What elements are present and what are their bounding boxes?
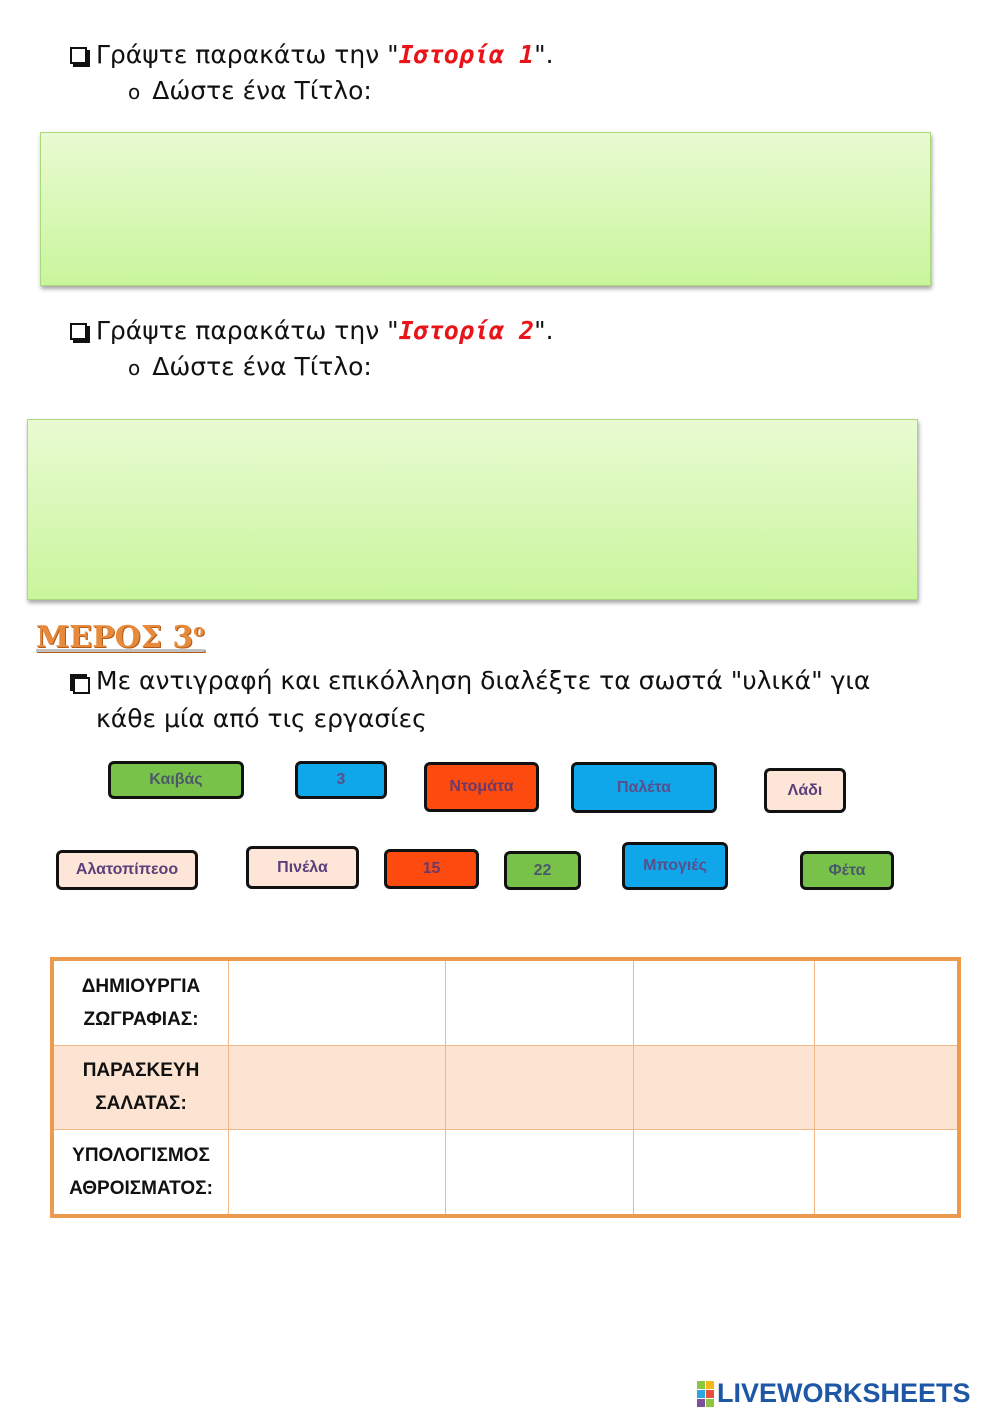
circle-bullet-icon: o xyxy=(128,80,141,104)
title-prompt-text: Δώστε ένα Τίτλο: xyxy=(152,76,372,105)
drop-cell[interactable] xyxy=(815,959,960,1045)
drop-cell[interactable] xyxy=(446,1045,634,1129)
checkbox-bullet-icon xyxy=(70,323,87,340)
row-label-line1: ΔΗΜΙΟΥΡΓΙΑ xyxy=(81,975,201,997)
story1-title-prompt xyxy=(128,76,372,107)
checkbox-bullet-icon xyxy=(73,677,90,694)
table-row xyxy=(52,959,959,1045)
chip-pinela[interactable]: Πινέλα xyxy=(246,846,359,889)
story2-answer-box[interactable] xyxy=(27,419,918,600)
row-label-line2: ΑΘΡΟΙΣΜΑΤΟΣ: xyxy=(69,1178,213,1200)
story1-answer-box[interactable] xyxy=(40,132,931,286)
part3-superscript: ο xyxy=(193,621,205,641)
row-label-line2: ΣΑΛΑΤΑΣ: xyxy=(95,1093,187,1115)
drop-cell[interactable] xyxy=(229,1130,446,1216)
drop-cell[interactable] xyxy=(446,959,634,1045)
row-label-line1: ΠΑΡΑΣΚΕΥΗ xyxy=(82,1060,200,1082)
story1-instruction xyxy=(96,40,554,70)
chip-ladi[interactable]: Λάδι xyxy=(764,768,846,813)
circle-bullet-icon: o xyxy=(128,356,141,380)
table-row xyxy=(52,1045,959,1129)
drop-cell[interactable] xyxy=(229,1045,446,1129)
liveworksheets-logo-icon xyxy=(697,1381,714,1407)
chip-ntomata[interactable]: Ντομάτα xyxy=(424,762,539,812)
story2-name: Ιστορία 2 xyxy=(398,316,535,345)
instruction-text: Γράψτε παρακάτω την " xyxy=(96,40,399,69)
row-label-salad xyxy=(52,1045,229,1129)
instruction-suffix: ". xyxy=(534,40,554,69)
row-label-line2: ΖΩΓΡΑΦΙΑΣ: xyxy=(83,1008,199,1030)
drop-cell[interactable] xyxy=(634,959,815,1045)
chip-feta[interactable]: Φέτα xyxy=(800,851,894,890)
chip-22[interactable]: 22 xyxy=(504,851,581,890)
story2-instruction xyxy=(96,316,554,346)
row-label-line1: ΥΠΟΛΟΓΙΣΜΟΣ xyxy=(72,1145,210,1167)
chip-15[interactable]: 15 xyxy=(384,849,479,889)
chip-mpogies[interactable]: Μπογιές xyxy=(622,842,728,890)
drop-cell[interactable] xyxy=(634,1130,815,1216)
table-row xyxy=(52,1130,959,1216)
liveworksheets-logo xyxy=(697,1378,971,1409)
chip-paleta[interactable]: Παλέτα xyxy=(571,762,717,813)
row-label-painting xyxy=(52,959,229,1045)
drop-cell[interactable] xyxy=(446,1130,634,1216)
drop-cell[interactable] xyxy=(634,1045,815,1129)
title-prompt-text: Δώστε ένα Τίτλο: xyxy=(152,352,372,381)
liveworksheets-logo-text: LIVEWORKSHEETS xyxy=(717,1378,971,1408)
drop-cell[interactable] xyxy=(815,1045,960,1129)
part3-title: ΜΕΡΟΣ 3 xyxy=(36,620,194,655)
chip-alatopipero[interactable]: Αλατοπίπεοο xyxy=(56,850,198,890)
part3-heading xyxy=(36,620,205,655)
chip-kaivas[interactable]: Καιβάς xyxy=(108,761,244,799)
story2-title-prompt xyxy=(128,352,372,383)
story1-name: Ιστορία 1 xyxy=(398,40,535,69)
instruction-text: Γράψτε παρακάτω την " xyxy=(96,316,399,345)
chip-3[interactable]: 3 xyxy=(295,761,387,799)
materials-table xyxy=(50,957,961,1218)
part3-instruction-line2: κάθε μία από τις εργασίες xyxy=(96,704,427,733)
part3-instruction-line1: Με αντιγραφή και επικόλληση διαλέξτε τα σωστά "υλικά" για xyxy=(96,666,871,695)
row-label-sum xyxy=(52,1130,229,1216)
instruction-suffix: ". xyxy=(534,316,554,345)
drop-cell[interactable] xyxy=(229,959,446,1045)
drop-cell[interactable] xyxy=(815,1130,960,1216)
checkbox-bullet-icon xyxy=(70,47,87,64)
